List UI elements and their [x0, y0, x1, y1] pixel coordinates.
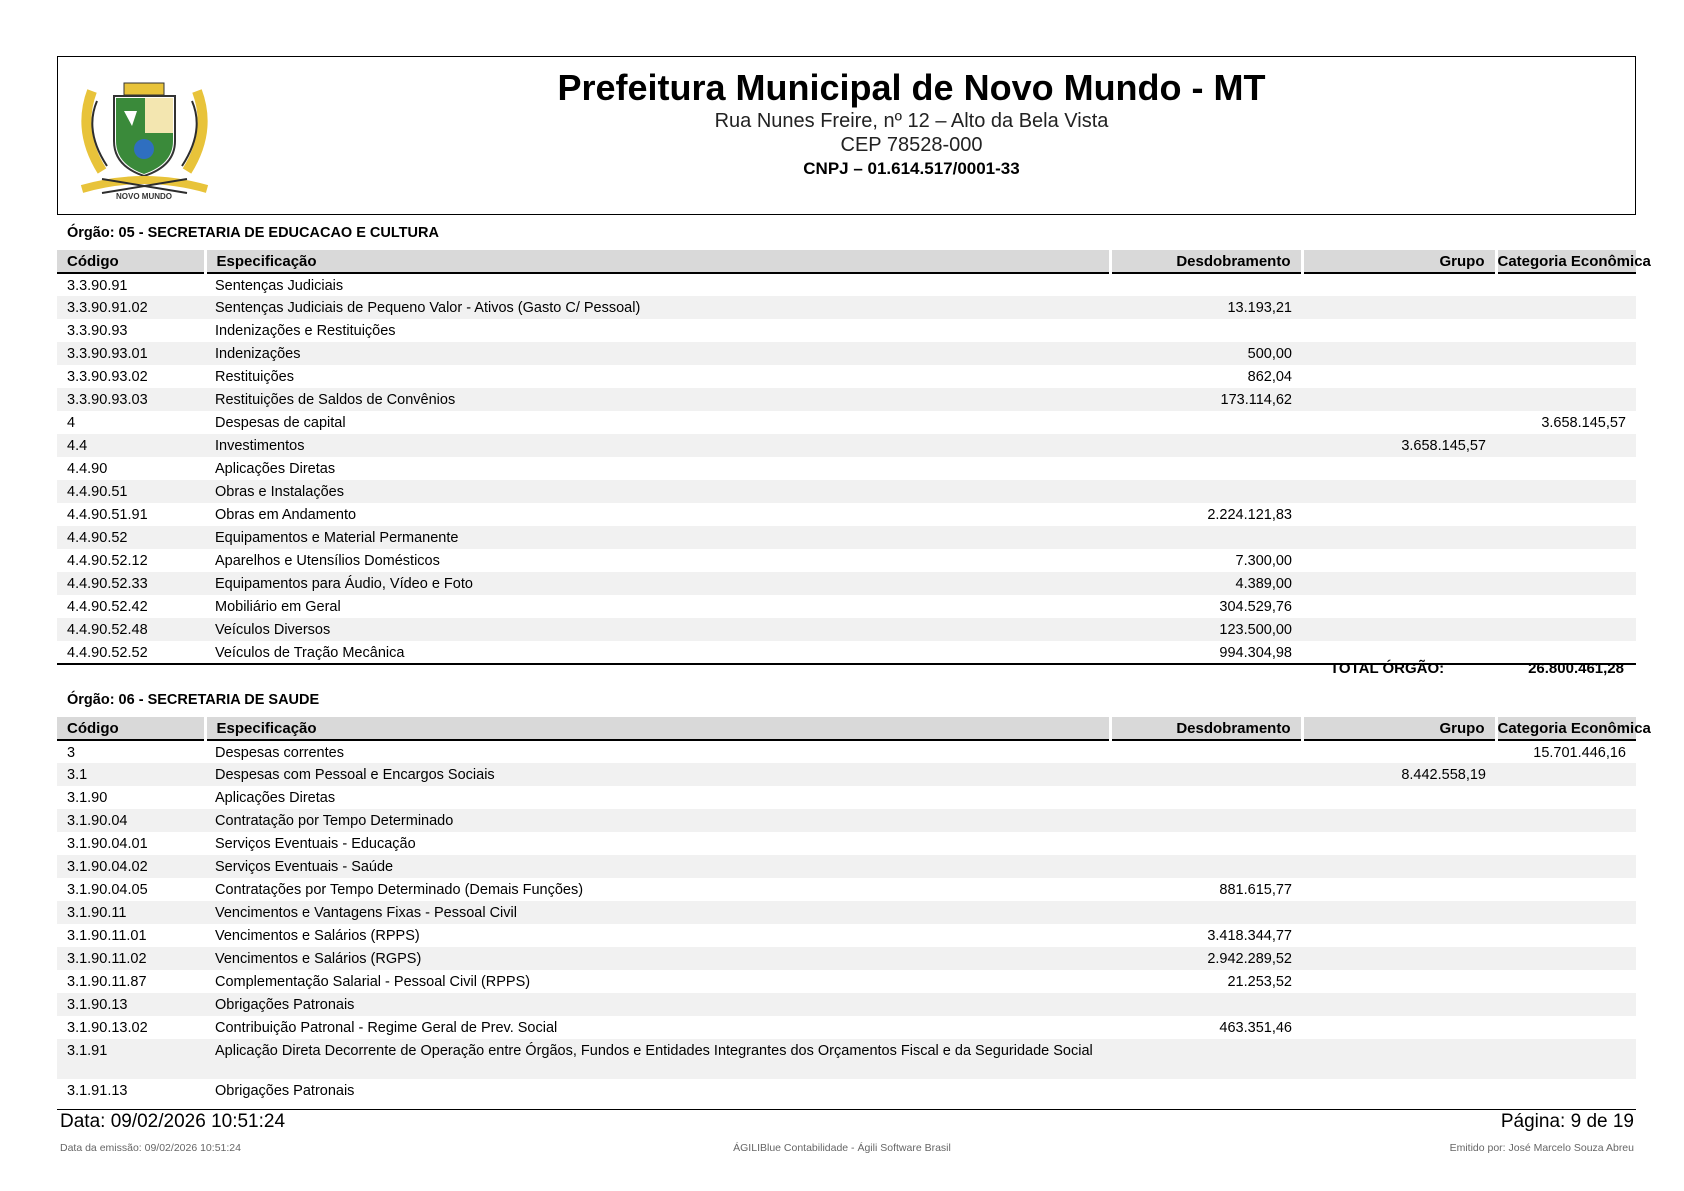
cell-codigo: 3.1.90.11.87 — [67, 974, 147, 990]
cell-especificacao: Obras em Andamento — [215, 507, 357, 523]
cep: CEP 78528-000 — [840, 134, 983, 156]
cell-desdobramento — [1110, 434, 1302, 457]
cell-categoria — [1496, 526, 1636, 549]
cell-especificacao: Serviços Eventuais - Saúde — [205, 855, 1110, 878]
total-orgao-label: TOTAL ÓRGÃO: — [1330, 660, 1445, 677]
cell-desdobramento — [1110, 993, 1302, 1016]
cell-especificacao: Mobiliário em Geral — [215, 599, 341, 615]
cell-codigo: 4.4.90.52.33 — [57, 572, 205, 595]
table-row — [57, 878, 1636, 901]
cnpj: CNPJ – 01.614.517/0001-33 — [803, 159, 1020, 178]
col-header-grupo: Grupo — [1302, 717, 1496, 740]
cell-desdobramento — [1110, 526, 1302, 549]
cell-grupo — [1302, 855, 1496, 878]
orgao-05-title: Órgão: 05 - SECRETARIA DE EDUCACAO E CULTURA — [67, 225, 439, 241]
cell-codigo: 4.4.90.52.52 — [57, 641, 205, 664]
report-header — [57, 56, 1636, 215]
cell-codigo: 3.1.90.13 — [57, 993, 205, 1016]
table-row — [57, 549, 1636, 572]
cell-codigo: 3.3.90.93.03 — [57, 388, 205, 411]
cell-categoria — [1496, 457, 1636, 480]
cell-desdobramento: 7.300,00 — [1235, 553, 1292, 569]
cell-desdobramento — [1110, 411, 1302, 434]
cell-grupo — [1302, 319, 1496, 342]
col-header-categoria: Categoria Econômica — [1496, 250, 1636, 273]
cell-especificacao: Sentenças Judiciais de Pequeno Valor - Ativos (Gasto C/ Pessoal) — [205, 296, 1110, 319]
table-row — [57, 924, 1636, 947]
cell-codigo: 3 — [67, 745, 76, 761]
table-row — [57, 618, 1636, 641]
cell-desdobramento: 463.351,46 — [1219, 1020, 1292, 1036]
cell-grupo — [1302, 572, 1496, 595]
table-row — [57, 365, 1636, 388]
cell-categoria — [1496, 549, 1636, 572]
cell-codigo: 3.1.90.13.02 — [67, 1020, 148, 1036]
cell-categoria — [1496, 1079, 1636, 1102]
cell-especificacao: Restituições — [215, 369, 294, 385]
cell-grupo — [1302, 618, 1496, 641]
table-row — [57, 480, 1636, 503]
cell-desdobramento: 4.389,00 — [1110, 572, 1302, 595]
cell-grupo — [1302, 924, 1496, 947]
table-row — [57, 457, 1636, 480]
table-row — [57, 832, 1636, 855]
table-row — [57, 526, 1636, 549]
cell-categoria — [1496, 595, 1636, 618]
footer-emission-date: Data da emissão: 09/02/2026 10:51:24 — [60, 1142, 241, 1154]
cell-codigo: 3.1.90.04.01 — [67, 836, 148, 852]
table-header-row — [57, 717, 1636, 740]
cell-especificacao: Aplicações Diretas — [215, 790, 336, 806]
cell-especificacao: Veículos de Tração Mecânica — [205, 641, 1110, 664]
col-header-especificacao: Especificação — [205, 717, 1110, 740]
table-row — [57, 901, 1636, 924]
cell-codigo: 3.1.90.04.05 — [67, 882, 148, 898]
cell-especificacao: Contribuição Patronal - Regime Geral de Prev. Social — [215, 1020, 558, 1036]
table-row — [57, 809, 1636, 832]
cell-categoria — [1496, 809, 1636, 832]
cell-desdobramento: 994.304,98 — [1110, 641, 1302, 664]
cell-desdobramento — [1110, 457, 1302, 480]
crest-label: NOVO MUNDO — [116, 192, 172, 201]
cell-especificacao: Aplicação Direta Decorrente de Operação entre Órgãos, Fundos e Entidades Integrantes dos Orçamentos Fiscal e da Seguridade Social — [205, 1039, 1110, 1079]
table-row — [57, 342, 1636, 365]
cell-grupo — [1302, 595, 1496, 618]
cell-grupo — [1302, 480, 1496, 503]
table-row — [57, 434, 1636, 457]
cell-codigo: 4 — [67, 415, 76, 431]
table-row — [57, 1016, 1636, 1039]
table-row — [57, 855, 1636, 878]
cell-especificacao: Vencimentos e Salários (RPPS) — [215, 928, 420, 944]
cell-categoria — [1496, 947, 1636, 970]
total-orgao-value: 26.800.461,28 — [1528, 660, 1624, 677]
table-row — [57, 273, 1636, 296]
cell-codigo: 4.4.90.51.91 — [67, 507, 148, 523]
cell-especificacao: Serviços Eventuais - Educação — [215, 836, 416, 852]
footer-date: Data: 09/02/2026 10:51:24 — [60, 1111, 286, 1132]
cell-categoria — [1496, 970, 1636, 993]
cell-desdobramento: 3.418.344,77 — [1207, 928, 1292, 944]
cell-codigo: 4.4.90.52.12 — [67, 553, 148, 569]
cell-desdobramento — [1110, 855, 1302, 878]
cell-codigo: 3.1.90.04.02 — [57, 855, 205, 878]
cell-especificacao: Contratações por Tempo Determinado (Demais Funções) — [215, 882, 584, 898]
page-title: Prefeitura Municipal de Novo Mundo - MT — [557, 67, 1266, 108]
cell-desdobramento — [1110, 832, 1302, 855]
table-row — [57, 572, 1636, 595]
cell-desdobramento — [1110, 786, 1302, 809]
cell-desdobramento: 862,04 — [1247, 369, 1292, 385]
cell-especificacao: Veículos Diversos — [205, 618, 1110, 641]
cell-desdobramento — [1110, 273, 1302, 296]
cell-grupo — [1302, 970, 1496, 993]
cell-grupo: 3.658.145,57 — [1302, 434, 1496, 457]
table-row — [57, 786, 1636, 809]
table-row — [57, 503, 1636, 526]
table-row — [57, 411, 1636, 434]
cell-desdobramento: 13.193,21 — [1110, 296, 1302, 319]
cell-grupo — [1302, 457, 1496, 480]
cell-codigo: 4.4.90.52.48 — [57, 618, 205, 641]
cell-categoria: 3.658.145,57 — [1541, 415, 1626, 431]
cell-grupo — [1302, 832, 1496, 855]
cell-especificacao: Complementação Salarial - Pessoal Civil (RPPS) — [215, 974, 531, 990]
cell-grupo — [1302, 1039, 1496, 1079]
cell-desdobramento: 2.942.289,52 — [1110, 947, 1302, 970]
cell-grupo — [1302, 878, 1496, 901]
cell-categoria — [1496, 388, 1636, 411]
cell-especificacao: Aparelhos e Utensílios Domésticos — [215, 553, 440, 569]
orgao-06-table — [57, 717, 1651, 1102]
cell-especificacao: Sentenças Judiciais — [215, 278, 344, 294]
cell-codigo: 4.4.90.52 — [57, 526, 205, 549]
cell-grupo — [1302, 901, 1496, 924]
cell-categoria — [1496, 786, 1636, 809]
cell-categoria: 15.701.446,16 — [1533, 745, 1626, 761]
col-header-codigo: Código — [57, 717, 205, 740]
cell-categoria — [1496, 901, 1636, 924]
cell-grupo: 8.442.558,19 — [1302, 763, 1496, 786]
cell-desdobramento: 123.500,00 — [1110, 618, 1302, 641]
cell-desdobramento: 881.615,77 — [1219, 882, 1292, 898]
cell-desdobramento — [1110, 480, 1302, 503]
cell-desdobramento — [1110, 763, 1302, 786]
cell-categoria — [1496, 503, 1636, 526]
footer-page-number: Página: 9 de 19 — [1500, 1111, 1634, 1132]
cell-codigo: 3.1.90.04 — [57, 809, 205, 832]
cell-grupo — [1302, 411, 1496, 434]
cell-codigo: 3.1.90.11.01 — [67, 928, 147, 944]
cell-grupo — [1302, 993, 1496, 1016]
cell-especificacao: Investimentos — [205, 434, 1110, 457]
cell-categoria — [1496, 434, 1636, 457]
col-header-desdobramento: Desdobramento — [1110, 250, 1302, 273]
footer-divider — [57, 1109, 1636, 1110]
cell-categoria — [1496, 993, 1636, 1016]
cell-codigo: 3.3.90.93.02 — [67, 369, 148, 385]
cell-categoria — [1496, 855, 1636, 878]
cell-grupo — [1302, 388, 1496, 411]
cell-grupo — [1302, 365, 1496, 388]
cell-codigo: 3.1.90 — [67, 790, 108, 806]
cell-categoria — [1496, 480, 1636, 503]
table-row — [57, 763, 1636, 786]
footer-software: ÁGILIBlue Contabilidade - Ágili Software Brasil — [733, 1142, 951, 1154]
cell-categoria — [1496, 296, 1636, 319]
cell-categoria — [1496, 342, 1636, 365]
cell-grupo — [1302, 786, 1496, 809]
cell-categoria — [1496, 572, 1636, 595]
footer-issued-by: Emitido por: José Marcelo Souza Abreu — [1449, 1142, 1634, 1154]
cell-codigo: 3.3.90.93.01 — [57, 342, 205, 365]
cell-grupo — [1302, 273, 1496, 296]
cell-categoria — [1496, 832, 1636, 855]
cell-codigo: 3.1.90.11.02 — [57, 947, 205, 970]
cell-especificacao: Despesas com Pessoal e Encargos Sociais — [205, 763, 1110, 786]
cell-especificacao: Equipamentos para Áudio, Vídeo e Foto — [205, 572, 1110, 595]
cell-especificacao: Vencimentos e Vantagens Fixas - Pessoal Civil — [205, 901, 1110, 924]
cell-codigo: 3.1.91 — [57, 1039, 205, 1079]
cell-codigo: 3.3.90.91.02 — [57, 296, 205, 319]
cell-grupo — [1302, 503, 1496, 526]
cell-especificacao: Contratação por Tempo Determinado — [205, 809, 1110, 832]
cell-especificacao: Despesas correntes — [215, 745, 344, 761]
cell-desdobramento: 304.529,76 — [1219, 599, 1292, 615]
cell-especificacao: Restituições de Saldos de Convênios — [205, 388, 1110, 411]
cell-desdobramento — [1110, 809, 1302, 832]
cell-categoria — [1496, 273, 1636, 296]
col-header-categoria: Categoria Econômica — [1496, 717, 1636, 740]
cell-especificacao: Indenizações — [205, 342, 1110, 365]
col-header-especificacao: Especificação — [205, 250, 1110, 273]
orgao-06-title: Órgão: 06 - SECRETARIA DE SAUDE — [67, 692, 320, 708]
cell-codigo: 4.4.90.52.42 — [67, 599, 148, 615]
cell-desdobramento: 2.224.121,83 — [1207, 507, 1292, 523]
cell-especificacao: Obrigações Patronais — [215, 1083, 355, 1099]
cell-desdobramento — [1110, 1079, 1302, 1102]
cell-grupo — [1302, 809, 1496, 832]
cell-categoria — [1496, 878, 1636, 901]
table-header-row — [57, 250, 1636, 273]
cell-desdobramento — [1110, 1039, 1302, 1079]
cell-categoria — [1496, 618, 1636, 641]
cell-codigo: 4.4 — [57, 434, 205, 457]
cell-grupo — [1302, 1079, 1496, 1102]
table-row — [57, 595, 1636, 618]
cell-desdobramento: 21.253,52 — [1227, 974, 1292, 990]
cell-grupo — [1302, 526, 1496, 549]
cell-categoria — [1496, 1039, 1636, 1079]
cell-grupo — [1302, 296, 1496, 319]
cell-categoria — [1496, 1016, 1636, 1039]
cell-codigo: 4.4.90.51 — [57, 480, 205, 503]
table-row — [57, 740, 1636, 763]
table-row — [57, 319, 1636, 342]
cell-especificacao: Obrigações Patronais — [205, 993, 1110, 1016]
table-row — [57, 993, 1636, 1016]
cell-grupo — [1302, 342, 1496, 365]
cell-especificacao: Vencimentos e Salários (RGPS) — [205, 947, 1110, 970]
cell-especificacao: Indenizações e Restituições — [215, 323, 396, 339]
cell-codigo: 3.3.90.91 — [67, 278, 128, 294]
col-header-codigo: Código — [57, 250, 205, 273]
cell-desdobramento — [1110, 740, 1302, 763]
cell-desdobramento: 500,00 — [1110, 342, 1302, 365]
orgao-05-table — [57, 250, 1651, 665]
cell-desdobramento — [1110, 901, 1302, 924]
cell-codigo: 3.1.90.11 — [57, 901, 205, 924]
cell-codigo: 4.4.90 — [67, 461, 108, 477]
table-row — [57, 1079, 1636, 1102]
cell-categoria — [1496, 763, 1636, 786]
cell-grupo — [1302, 947, 1496, 970]
cell-especificacao: Despesas de capital — [215, 415, 346, 431]
cell-categoria — [1496, 924, 1636, 947]
table-row — [57, 296, 1636, 319]
table-row — [57, 1039, 1636, 1079]
cell-especificacao: Equipamentos e Material Permanente — [205, 526, 1110, 549]
cell-grupo — [1302, 1016, 1496, 1039]
cell-desdobramento — [1110, 319, 1302, 342]
cell-codigo: 3.1.91.13 — [67, 1083, 128, 1099]
cell-especificacao: Obras e Instalações — [205, 480, 1110, 503]
col-header-grupo: Grupo — [1302, 250, 1496, 273]
table-row — [57, 388, 1636, 411]
col-header-desdobramento: Desdobramento — [1110, 717, 1302, 740]
cell-categoria — [1496, 365, 1636, 388]
cell-codigo: 3.1 — [57, 763, 205, 786]
table-row — [57, 970, 1636, 993]
cell-grupo — [1302, 549, 1496, 572]
cell-categoria — [1496, 319, 1636, 342]
cell-grupo — [1302, 740, 1496, 763]
cell-codigo: 3.3.90.93 — [67, 323, 128, 339]
cell-desdobramento: 173.114,62 — [1110, 388, 1302, 411]
address: Rua Nunes Freire, nº 12 – Alto da Bela Vista — [714, 110, 1109, 132]
cell-especificacao: Aplicações Diretas — [215, 461, 336, 477]
table-row — [57, 947, 1636, 970]
